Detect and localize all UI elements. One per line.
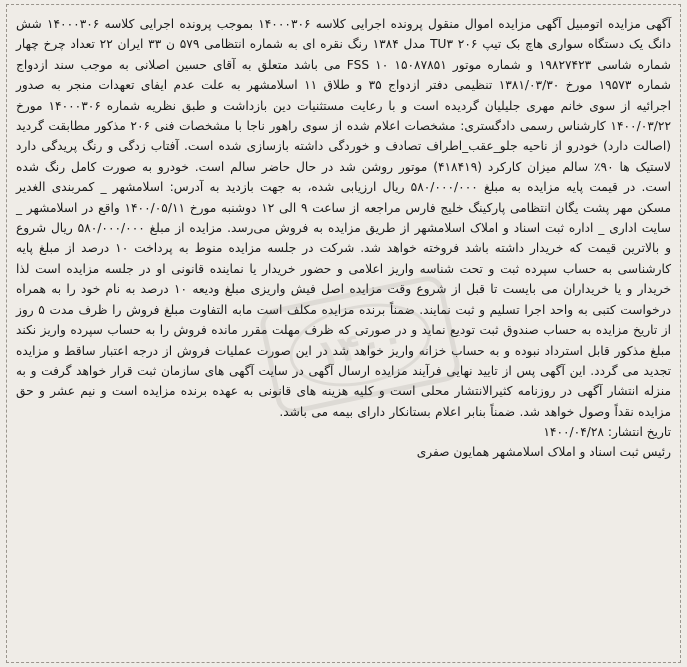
watermark-text: ۱۴۰۰: [313, 317, 408, 376]
auction-notice-body: آگهی مزایده اتومبیل آگهی مزایده اموال منقول پرونده اجرایی کلاسه ۱۴۰۰۰۳۰۶ بموجب پرونده اجرایی کلاسه ۱۴۰۰۰۳۰۶ شش دانگ یک دستگاه سواری هاچ بک تیپ TU۳ ۲۰۶ مدل ۱۳۸۴ رنگ نقره ای به شماره انتظامی ۵۷۹ ن ۳۳ ایران ۲۲ تعداد چرخ چهار شماره شاسی ۱۹۸۲۷۴۲۳ و شماره موتور FSS ۱۰ ۱۵۰۸۷۸۵۱ می باشد متعلق به آقای حسین اصلانی به موجب سند ازدواج شماره ۱۹۵۷۳ مورخ ۱۳۸۱/۰۳/۳۰ تنظیمی دفتر ازدواج ۳۵ و طلاق ۱۱ اسلامشهر به علت عدم ایفای تعهدات منجر به صدور اجرائیه از سوی خانم مهری جلیلیان گردیده است و با رعایت مستثنیات دین بازداشت و طبق نظریه شماره ۱۴۰۰۰۳۰۶ مورخ ۱۴۰۰/۰۳/۲۲ کارشناس رسمی دادگستری: مشخصات اعلام شده از سوی راهور ناجا با مشخصات فنی ۲۰۶ مذکور مطابقت گردید (اصالت دارد) خودرو از ناحیه جلو_عقب_اطراف تصادف و خوردگی داشته بازسازی شده است. آفتاب زدگی و رنگ پریدگی دارد لاستیک ها ۹۰٪ سالم میزان کارکرد (۴۱۸۴۱۹) موتور روشن شد در حال حاضر سالم است. خودرو به صورت کامل رنگ شده است. در قیمت پایه مزایده به مبلغ ۵۸۰/۰۰۰/۰۰۰ ریال ارزیابی شده، به جهت بازدید به آدرس: اسلامشهر _ کمربندی الغدیر مسکن مهر پشت یگان انتظامی پارکینگ خلیج فارس مراجعه از ساعت ۹ الی ۱۲ دوشنبه مورخ ۱۴۰۰/۰۵/۱۱ واقع در اسلامشهر _ سایت اداری _ اداره ثبت اسناد و املاک اسلامشهر از طریق مزایده به فروش می‌رسد. مزایده از مبلغ ۵۸۰/۰۰۰/۰۰۰ ریال شروع و بالاترین قیمت که خریدار داشته باشد فروخته خواهد شد. شرکت در جلسه مزایده منوط به پرداخت ۱۰ درصد از مبلغ پایه کارشناسی به حساب سپرده ثبت و تحت شناسه واریز اعلامی و حضور خریدار یا نماینده قانونی او در جلسه مزایده است لذا خریدار و یا خریداران می بایست تا قبل از شروع وقت مزایده اصل فیش واریزی مبلغ ودیعه ۱۰ درصد به نام خود را به همراه درخواست کتبی به واحد اجرا تسلیم و ثبت نمایند. ضمناً برنده مزایده مکلف است مابه التفاوت مبلغ فروش را ظرف مدت ۵ روز از تاریخ مزایده به حساب صندوق ثبت تودیع نماید و در صورتی که ظرف مهلت مقرر مانده فروش را به حساب سپرده واریز نکند مبلغ مذکور قابل استرداد نبوده و به حساب خزانه واریز خواهد شد در این صورت عملیات فروش از درجه اعتبار ساقط و مزایده تجدید می گردد. این آگهی پس از تایید نهایی فرآیند مزایده ارسال آگهی در سایت آگهی های سازمان ثبت قرار خواهد گرفت و به منزله انتشار آگهی در روزنامه کثیرالانتشار محلی است و کلیه هزینه های قانونی به عهده برنده مزایده است و نیم عشر و حق مزایده نقداً وصول خواهد شد. ضمناً بنابر اعلام بستانکار دارای بیمه می باشد.: [16, 17, 672, 419]
notice-footer: [16, 422, 671, 462]
publication-date: تاریخ انتشار: ۱۴۰۰/۰۴/۲۸: [543, 425, 671, 440]
signature-line: رئیس ثبت اسناد و املاک اسلامشهر همایون صفری: [416, 445, 671, 460]
